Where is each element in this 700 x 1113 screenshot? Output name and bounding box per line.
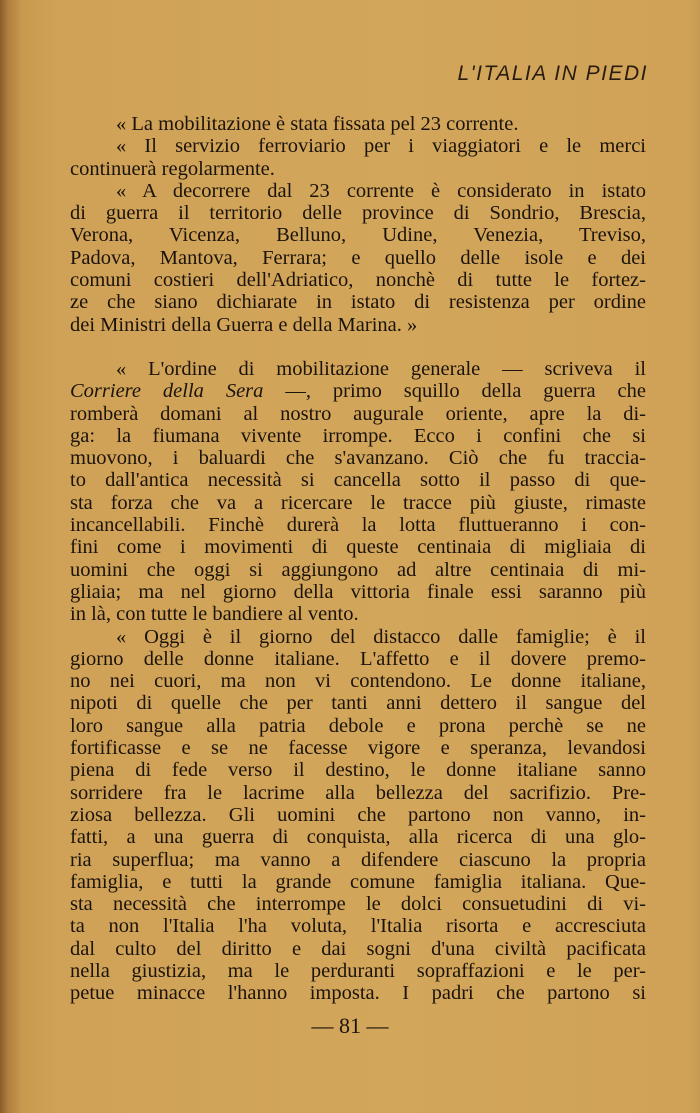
text-line: Verona, Vicenza, Belluno, Udine, Venezia, Treviso,: [70, 224, 646, 247]
text-line: loro sangue alla patria debole e prona perchè se ne: [70, 714, 646, 737]
text-line: sta necessità che interrompe le dolci consuetudini di vi-: [70, 893, 646, 916]
text-line: uomini che oggi si aggiungono ad altre centinaia di mi-: [70, 558, 646, 581]
text-line: ze che siano dichiarate in istato di resistenza per ordine: [70, 291, 646, 314]
text-line: fini come i movimenti di queste centinaia di migliaia di: [70, 536, 646, 559]
text-line: dal culto del diritto e dai sogni d'una civiltà pacificata: [70, 937, 646, 960]
text-line: « L'ordine di mobilitazione generale — scriveva il: [116, 357, 646, 380]
text-line: piena di fede verso il destino, le donne italiane sanno: [70, 759, 646, 782]
text-line: comuni costieri dell'Adriatico, nonchè di tutte le fortez-: [70, 269, 646, 292]
paragraph-gap: [70, 336, 646, 358]
text-line: to dall'antica necessità si cancella sotto il passo di que-: [70, 469, 646, 492]
text-line: continuerà regolarmente.: [70, 157, 275, 180]
page-number: — 81 —: [311, 1013, 389, 1038]
text-line: « Oggi è il giorno del distacco dalle famiglie; è il: [116, 625, 646, 648]
text-line: muovono, i baluardi che s'avanzano. Ciò che fu traccia-: [70, 447, 646, 470]
text-line: famiglia, e tutti la grande comune famiglia italiana. Que-: [70, 870, 646, 893]
text-line: ria superflua; ma vanno a difendere ciascuno la propria: [70, 848, 646, 871]
text-line: nella giustizia, ma le perduranti sopraffazioni e le per-: [70, 959, 646, 982]
text-line: dei Ministri della Guerra e della Marina. »: [70, 313, 418, 336]
running-title: L'ITALIA IN PIEDI: [457, 62, 648, 85]
text-line: in là, con tutte le bandiere al vento.: [70, 603, 359, 626]
text-line: ta non l'Italia l'ha voluta, l'Italia risorta e accresciuta: [70, 915, 646, 938]
text-line: Corriere della Sera —, primo squillo della guerra che: [70, 380, 646, 403]
text-line: incancellabili. Finchè durerà la lotta fluttueranno i con-: [70, 514, 646, 537]
text-line: sta forza che va a ricercare le tracce più giuste, rimaste: [70, 491, 646, 514]
text-line: gliaia; ma nel giorno della vittoria finale essi saranno più: [70, 580, 646, 603]
text-line: no nei cuori, ma non vi contendono. Le donne italiane,: [70, 670, 646, 693]
text-line: di guerra il territorio delle province di Sondrio, Brescia,: [70, 202, 646, 225]
text-line: romberà domani al nostro augurale oriente, apre la di-: [70, 402, 646, 425]
text-line: ga: la fiumana vivente irrompe. Ecco i confini che si: [70, 424, 646, 447]
text-line: « La mobilitazione è stata fissata pel 23 corrente.: [116, 113, 519, 135]
text-line: giorno delle donne italiane. L'affetto e il dovere premo-: [70, 647, 646, 670]
text-line: nipoti di quelle che per tanti anni dettero il sangue del: [70, 692, 646, 715]
text-line: fortificasse e se ne facesse vigore e speranza, levandosi: [70, 737, 646, 760]
text-line: « Il servizio ferroviario per i viaggiatori e le merci: [116, 135, 646, 158]
text-line: petue minacce l'hanno imposta. I padri che partono si: [70, 982, 646, 1005]
body-text: [70, 113, 646, 1005]
text-line: Padova, Mantova, Ferrara; e quello delle isole e dei: [70, 246, 646, 269]
text-line: sorridere fra le lacrime alla bellezza del sacrifizio. Pre-: [70, 781, 646, 804]
text-line: fatti, a una guerra di conquista, alla ricerca di una glo-: [70, 826, 646, 849]
text-line: « A decorrere dal 23 corrente è considerato in istato: [116, 179, 646, 202]
text-line: ziosa bellezza. Gli uomini che partono non vanno, in-: [70, 803, 646, 826]
